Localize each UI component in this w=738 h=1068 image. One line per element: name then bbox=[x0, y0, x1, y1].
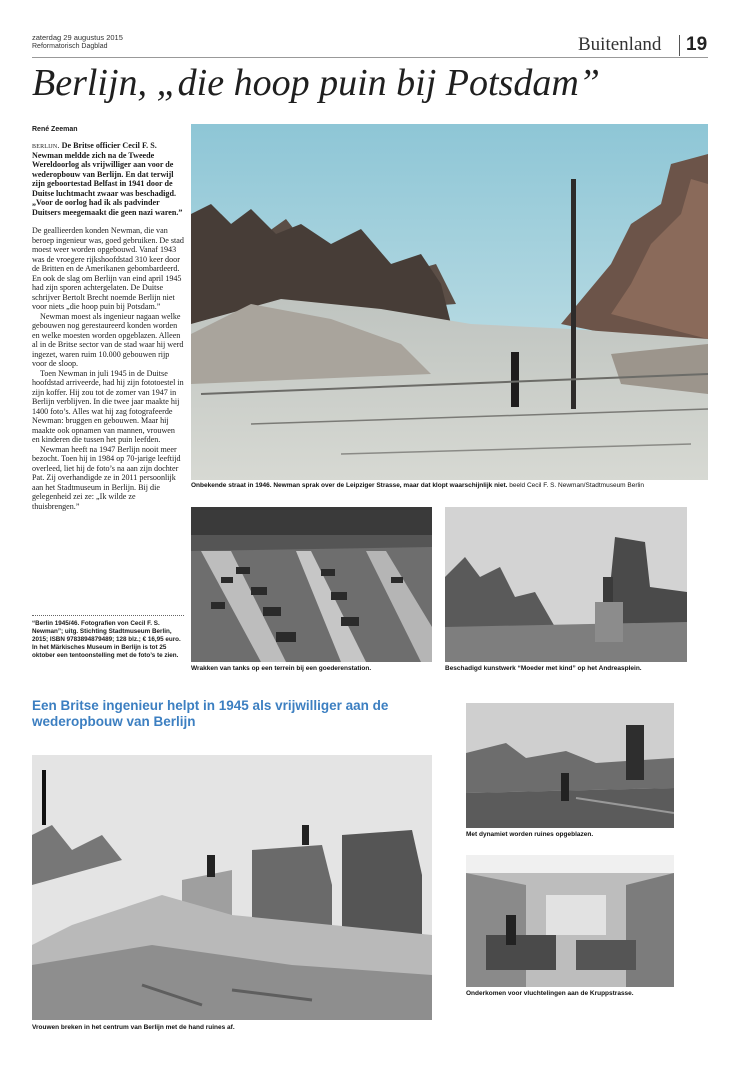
caption-tanks: Wrakken van tanks op een terrein bij een goederenstation. bbox=[191, 665, 372, 672]
caption-women: Vrouwen breken in het centrum van Berlijn met de hand ruines af. bbox=[32, 1024, 235, 1031]
byline: René Zeeman bbox=[32, 126, 78, 133]
photo-tanks bbox=[191, 507, 432, 662]
photo-women-ruins bbox=[32, 755, 432, 1020]
caption-refugees: Onderkomen voor vluchtelingen aan de Kruppstrasse. bbox=[466, 990, 634, 997]
photo-refugees bbox=[466, 855, 674, 987]
paragraph-3: Toen Newman in juli 1945 in de Duitse hoofdstad arriveerde, had hij zijn fototoestel in zijn koffer. Hij zou tot de zomer van 1947 in Berlijn verblijven. In die twee jaar maakte hij 1400 foto’s. Alles wat hij zag fotografeerde Newman: bruggen en gebouwen. Maar hij maakte ook opnamen van mannen, vrouwen en kinderen die tussen het puin leefden. bbox=[32, 368, 184, 444]
paragraph-4: Newman heeft na 1947 Berlijn nooit meer bezocht. Toen hij in 1984 op 70-jarige leeftijd overleed, liet hij de foto’s na aan zijn dochter Pat. Zij overhandigde ze in 2011 persoonlijk aan het Stadtmuseum in Berlijn. Bij die gelegenheid zei ze: „Ik wilde ze thuisbrengen.” bbox=[32, 444, 181, 511]
page-number: 19 bbox=[686, 34, 708, 55]
headline: Berlijn, „die hoop puin bij Potsdam” bbox=[32, 62, 600, 104]
masthead-divider bbox=[679, 35, 680, 56]
lead-paragraph bbox=[32, 141, 184, 217]
source-divider bbox=[32, 615, 184, 616]
photo-demolition bbox=[466, 703, 674, 828]
issue-date: zaterdag 29 augustus 2015 bbox=[32, 33, 123, 42]
caption-statue: Beschadigd kunstwerk “Moeder met kind” op het Andreasplein. bbox=[445, 665, 642, 672]
photo-statue bbox=[445, 507, 687, 662]
lead-text: De Britse officier Cecil F. S. Newman meldde zich na de Tweede Wereldoorlog als vrijwilliger aan voor de wederopbouw van Berlijn. En dat terwijl zijn geboortestad Belfast in 1941 door de Duitse luchtmacht zwaar was beschadigd. „Voor de oorlog had ik als padvinder Duitsers meegemaakt die geen nazi waren.” bbox=[32, 141, 183, 217]
article-body bbox=[32, 141, 184, 511]
section-title: Buitenland bbox=[578, 34, 662, 55]
source-note: “Berlin 1945/46. Fotografien von Cecil F. S. Newman”; uitg. Stichting Stadtmuseum Berlin, 2015; ISBN 9783894879489; 128 blz.; € 16,95 euro. In het Märkisches Museum in Berlijn is tot 25 oktober een tentoonstelling met de foto’s te zien. bbox=[32, 620, 181, 659]
subheadline: Een Britse ingenieur helpt in 1945 als vrijwilliger aan de wederopbouw van Berlijn bbox=[32, 698, 389, 729]
caption-main-text: Onbekende straat in 1946. Newman sprak over de Leipziger Strasse, maar dat klopt waarschijnlijk niet. bbox=[191, 482, 508, 489]
newspaper-name: Reformatorisch Dagblad bbox=[32, 43, 108, 50]
paragraph-2: Newman moest als ingenieur nagaan welke gebouwen nog gerestaureerd konden worden en welke moesten worden opgeblazen. Alleen al in de Britse sector van de stad waar hij werd ingezet, waren ruim 10.000 gebouwen rijp voor de sloop. bbox=[32, 311, 184, 368]
paragraph-1: De geallieerden konden Newman, die van beroep ingenieur was, goed gebruiken. De stad moest weer worden opgebouwd. Vanaf 1943 was de vroegere rijkshoofdstad 310 keer door de Britten en de Amerikanen gebombardeerd. En ook de slag om Berlijn van eind april 1945 had zijn sporen achtergelaten. De Duitse schrijver Bertolt Brecht noemde Berlijn niet voor niets „die hoop puin bij Potsdam.” bbox=[32, 226, 184, 311]
photo-credit: beeld Cecil F. S. Newman/Stadtmuseum Berlin bbox=[509, 482, 645, 489]
caption-demolition: Met dynamiet worden ruines opgeblazen. bbox=[466, 831, 594, 838]
masthead-rule bbox=[32, 57, 708, 58]
caption-main bbox=[191, 482, 644, 490]
dateline: berlijn. bbox=[32, 141, 60, 150]
photo-street-ruins bbox=[191, 124, 708, 480]
